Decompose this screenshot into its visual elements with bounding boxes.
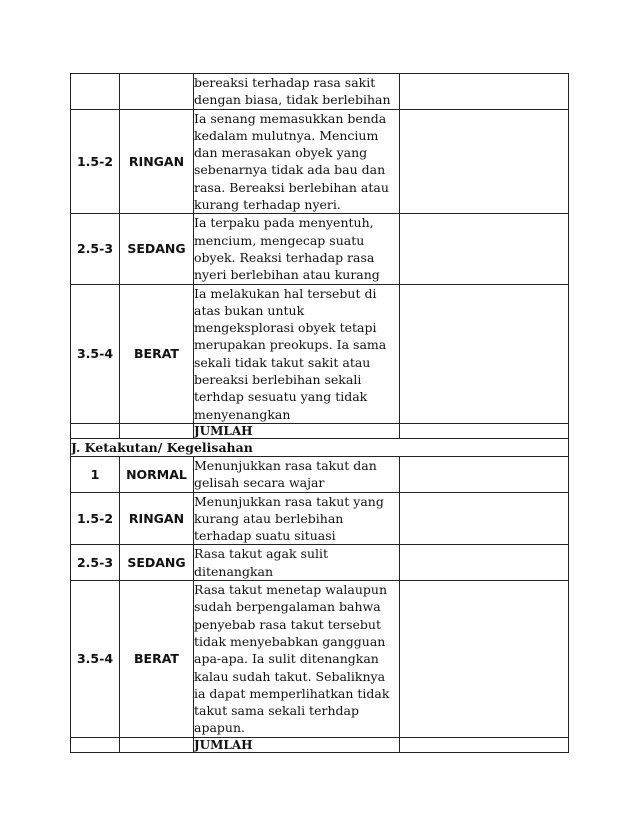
- description-line: obyek. Reaksi terhadap rasa: [194, 249, 375, 265]
- empty-cell: [71, 737, 120, 752]
- total-value-cell: [400, 423, 569, 438]
- description-cell: [194, 74, 400, 110]
- total-label: JUMLAH: [194, 423, 400, 438]
- table-row: [71, 214, 569, 284]
- description-line: rasa. Bereaksi berlebihan atau: [194, 179, 389, 195]
- description-line: apa-apa. Ia sulit ditenangkan: [194, 651, 379, 667]
- score-cell: 1.5-2: [71, 492, 120, 545]
- table-row: [71, 109, 569, 214]
- description-line: mengeksplorasi obyek tetapi: [194, 320, 377, 336]
- level-cell: RINGAN: [120, 492, 194, 545]
- description-line: ditenangkan: [194, 563, 274, 579]
- level-cell: [120, 74, 194, 110]
- description-line: Rasa takut menetap walaupun: [194, 582, 387, 598]
- description-line: merupakan preokups. Ia sama: [194, 337, 387, 353]
- description-line: Rasa takut agak sulit: [194, 546, 329, 562]
- description-cell: [194, 109, 400, 214]
- description-line: kurang atau berlebihan: [194, 510, 344, 526]
- description-line: ia dapat memperlihatkan tidak: [194, 685, 390, 701]
- description-line: menyenangkan: [194, 406, 291, 422]
- description-line: terhadap suatu situasi: [194, 528, 336, 544]
- section-title: J. Ketakutan/ Kegelisahan: [71, 438, 569, 456]
- score-entry-cell: [400, 74, 569, 110]
- description-line: bereaksi berlebihan sekali: [194, 372, 362, 388]
- scoring-table-body: [71, 74, 569, 753]
- table-row: [71, 492, 569, 545]
- score-entry-cell: [400, 214, 569, 284]
- score-entry-cell: [400, 456, 569, 492]
- description-line: mencium, mengecap suatu: [194, 232, 365, 248]
- level-cell: NORMAL: [120, 456, 194, 492]
- table-row: [71, 581, 569, 738]
- total-value-cell: [400, 737, 569, 752]
- description-cell: [194, 581, 400, 738]
- level-cell: BERAT: [120, 581, 194, 738]
- table-row: [71, 456, 569, 492]
- description-line: kalau sudah takut. Sebaliknya: [194, 668, 386, 684]
- description-line: takut sama sekali terhdap: [194, 703, 359, 719]
- score-entry-cell: [400, 581, 569, 738]
- description-line: bereaksi terhadap rasa sakit: [194, 75, 376, 90]
- table-row: [71, 545, 569, 581]
- score-cell: 3.5-4: [71, 581, 120, 738]
- score-entry-cell: [400, 109, 569, 214]
- score-cell: 2.5-3: [71, 545, 120, 581]
- total-row: [71, 737, 569, 752]
- section-heading-row: [71, 438, 569, 456]
- description-line: dengan biasa, tidak berlebihan: [194, 92, 391, 108]
- score-cell: 3.5-4: [71, 284, 120, 423]
- description-line: sudah berpengalaman bahwa: [194, 599, 381, 615]
- description-line: Ia senang memasukkan benda: [194, 110, 387, 126]
- score-entry-cell: [400, 545, 569, 581]
- level-cell: SEDANG: [120, 545, 194, 581]
- description-cell: [194, 214, 400, 284]
- description-line: atas bukan untuk: [194, 302, 305, 318]
- description-cell: [194, 284, 400, 423]
- total-row: [71, 423, 569, 438]
- description-cell: [194, 492, 400, 545]
- table-row: [71, 284, 569, 423]
- level-cell: SEDANG: [120, 214, 194, 284]
- score-cell: [71, 74, 120, 110]
- table-row: [71, 74, 569, 110]
- score-entry-cell: [400, 284, 569, 423]
- description-line: kedalam mulutnya. Mencium: [194, 127, 379, 143]
- description-line: dan merasakan obyek yang: [194, 145, 368, 161]
- score-cell: 1.5-2: [71, 109, 120, 214]
- description-line: nyeri berlebihan atau kurang: [194, 267, 380, 283]
- description-line: terhdap sesuatu yang tidak: [194, 389, 368, 405]
- description-line: Ia terpaku pada menyentuh,: [194, 215, 374, 231]
- description-line: tidak menyebabkan gangguan: [194, 633, 386, 649]
- empty-cell: [120, 423, 194, 438]
- description-line: penyebab rasa takut tersebut: [194, 616, 381, 632]
- description-line: Menunjukkan rasa takut dan: [194, 457, 377, 473]
- score-entry-cell: [400, 492, 569, 545]
- description-cell: [194, 456, 400, 492]
- score-cell: 2.5-3: [71, 214, 120, 284]
- description-line: apapun.: [194, 720, 245, 736]
- level-cell: BERAT: [120, 284, 194, 423]
- description-line: Menunjukkan rasa takut yang: [194, 493, 384, 509]
- description-line: kurang terhadap nyeri.: [194, 197, 341, 213]
- description-line: sekali tidak takut sakit atau: [194, 354, 371, 370]
- description-line: gelisah secara wajar: [194, 475, 325, 491]
- scoring-table: [70, 73, 569, 753]
- total-label: JUMLAH: [194, 737, 400, 752]
- score-cell: 1: [71, 456, 120, 492]
- description-line: sebenarnya tidak ada bau dan: [194, 162, 386, 178]
- empty-cell: [71, 423, 120, 438]
- level-cell: RINGAN: [120, 109, 194, 214]
- description-cell: [194, 545, 400, 581]
- description-line: Ia melakukan hal tersebut di: [194, 285, 377, 301]
- empty-cell: [120, 737, 194, 752]
